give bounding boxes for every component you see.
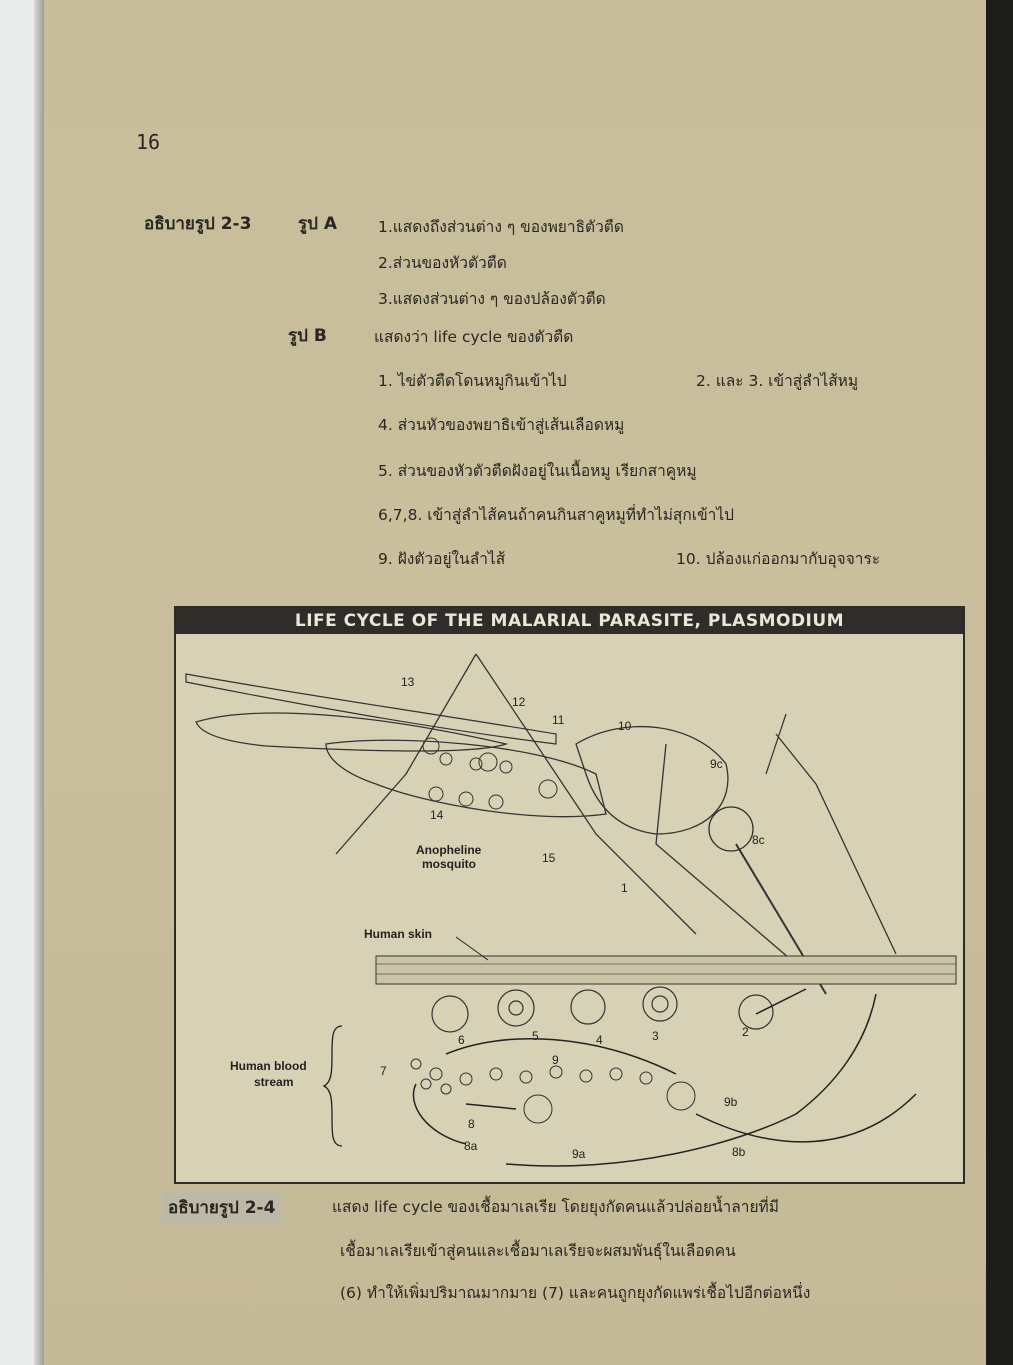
mosquito-label-1: Anopheline xyxy=(416,843,482,857)
num-11: 11 xyxy=(552,713,565,727)
blood-stream-brace xyxy=(324,1026,342,1146)
mosquito-leg-4 xyxy=(776,734,896,954)
left-page-edge xyxy=(0,0,46,1365)
num-5: 5 xyxy=(532,1029,539,1043)
num-10: 10 xyxy=(618,719,632,733)
book-page xyxy=(44,0,986,1365)
num-9a: 9a xyxy=(572,1147,586,1161)
page-number: 16 xyxy=(136,130,161,154)
num-14: 14 xyxy=(430,808,444,822)
fig-b-item-1-right: 2. และ 3. เข้าสู่ลำไส้หมู xyxy=(696,372,859,390)
human-skin-band xyxy=(376,956,956,984)
malaria-figure xyxy=(174,606,965,1184)
mosquito-leg-3 xyxy=(656,744,796,964)
mosquito-label-2: mosquito xyxy=(422,857,476,871)
num-8c: 8c xyxy=(752,833,765,847)
num-8: 8 xyxy=(468,1117,475,1131)
fig-b-item-4: 4. ส่วนหัวของพยาธิเข้าสู่เส้นเลือดหมู xyxy=(378,416,625,434)
num-13: 13 xyxy=(401,675,415,689)
fig-b-item-5: 5. ส่วนของหัวตัวตืดฝังอยู่ในเนื้อหมู เรียกสาคูหมู xyxy=(378,462,697,480)
explanation-2-4-line-1: แสดง life cycle ของเชื้อมาเลเรีย โดยยุงกัดคนแล้วปล่อยน้ำลายที่มี xyxy=(332,1198,779,1216)
explanation-2-4-label: อธิบายรูป 2-4 xyxy=(162,1192,281,1223)
malaria-diagram xyxy=(176,634,963,1182)
mosquito-thorax xyxy=(576,727,728,834)
explanation-2-3-label: อธิบายรูป 2-3 xyxy=(144,214,252,234)
fig-a-line-3: 3.แสดงส่วนต่าง ๆ ของปล้องตัวตืด xyxy=(378,290,606,308)
mosquito-antenna xyxy=(766,714,786,774)
rbc-stages xyxy=(432,987,773,1032)
cycle-arrows xyxy=(413,989,916,1166)
blood-label-2: stream xyxy=(254,1075,294,1089)
num-12: 12 xyxy=(512,695,526,709)
fig-b-intro: แสดงว่า life cycle ของตัวตืด xyxy=(374,328,574,346)
figure-title: LIFE CYCLE OF THE MALARIAL PARASITE, PLASMODIUM xyxy=(176,608,963,634)
blood-cells xyxy=(411,1059,695,1123)
num-3: 3 xyxy=(652,1029,659,1043)
fig-b-item-10: 10. ปล้องแก่ออกมากับอุจจาระ xyxy=(676,550,881,568)
skin-label: Human skin xyxy=(364,927,433,941)
num-1: 1 xyxy=(621,881,628,895)
fig-b-item-678: 6,7,8. เข้าสู่ลำไส้คนถ้าคนกินสาคูหมูที่ทำไม่สุกเข้าไป xyxy=(378,506,735,524)
fig-a-label: รูป A xyxy=(298,214,337,234)
fig-b-item-1: 1. ไข่ตัวตืดโดนหมูกินเข้าไป xyxy=(378,372,567,390)
num-2: 2 xyxy=(742,1025,749,1039)
num-15: 15 xyxy=(542,851,556,865)
num-7: 7 xyxy=(380,1064,387,1078)
num-6: 6 xyxy=(458,1033,465,1047)
mosquito-head xyxy=(709,807,753,851)
fig-b-label: รูป B xyxy=(288,326,327,346)
explanation-2-4-line-2: เชื้อมาเลเรียเข้าสู่คนและเชื้อมาเลเรียจะผสมพันธุ์ในเลือดคน xyxy=(340,1242,736,1260)
fig-a-line-2: 2.ส่วนของหัวตัวตืด xyxy=(378,254,507,272)
num-9: 9 xyxy=(552,1053,559,1067)
num-4: 4 xyxy=(596,1033,603,1047)
blood-label-1: Human blood xyxy=(230,1059,307,1073)
num-9b: 9b xyxy=(724,1095,738,1109)
num-8a: 8a xyxy=(464,1139,478,1153)
num-8b: 8b xyxy=(732,1145,746,1159)
gut-oocysts xyxy=(423,738,557,809)
explanation-2-4-line-3: (6) ทำให้เพิ่มปริมาณมากมาย (7) และคนถูกยุงกัดแพร่เชื้อไปอีกต่อหนึ่ง xyxy=(340,1284,811,1302)
num-9c: 9c xyxy=(710,757,723,771)
fig-a-line-1: 1.แสดงถึงส่วนต่าง ๆ ของพยาธิตัวตืด xyxy=(378,218,624,236)
mosquito-abdomen xyxy=(326,740,606,816)
fig-b-item-9: 9. ฝังตัวอยู่ในลำไส้ xyxy=(378,550,506,568)
mosquito-wing-upper xyxy=(186,674,556,744)
mosquito-leg-2 xyxy=(476,654,696,934)
